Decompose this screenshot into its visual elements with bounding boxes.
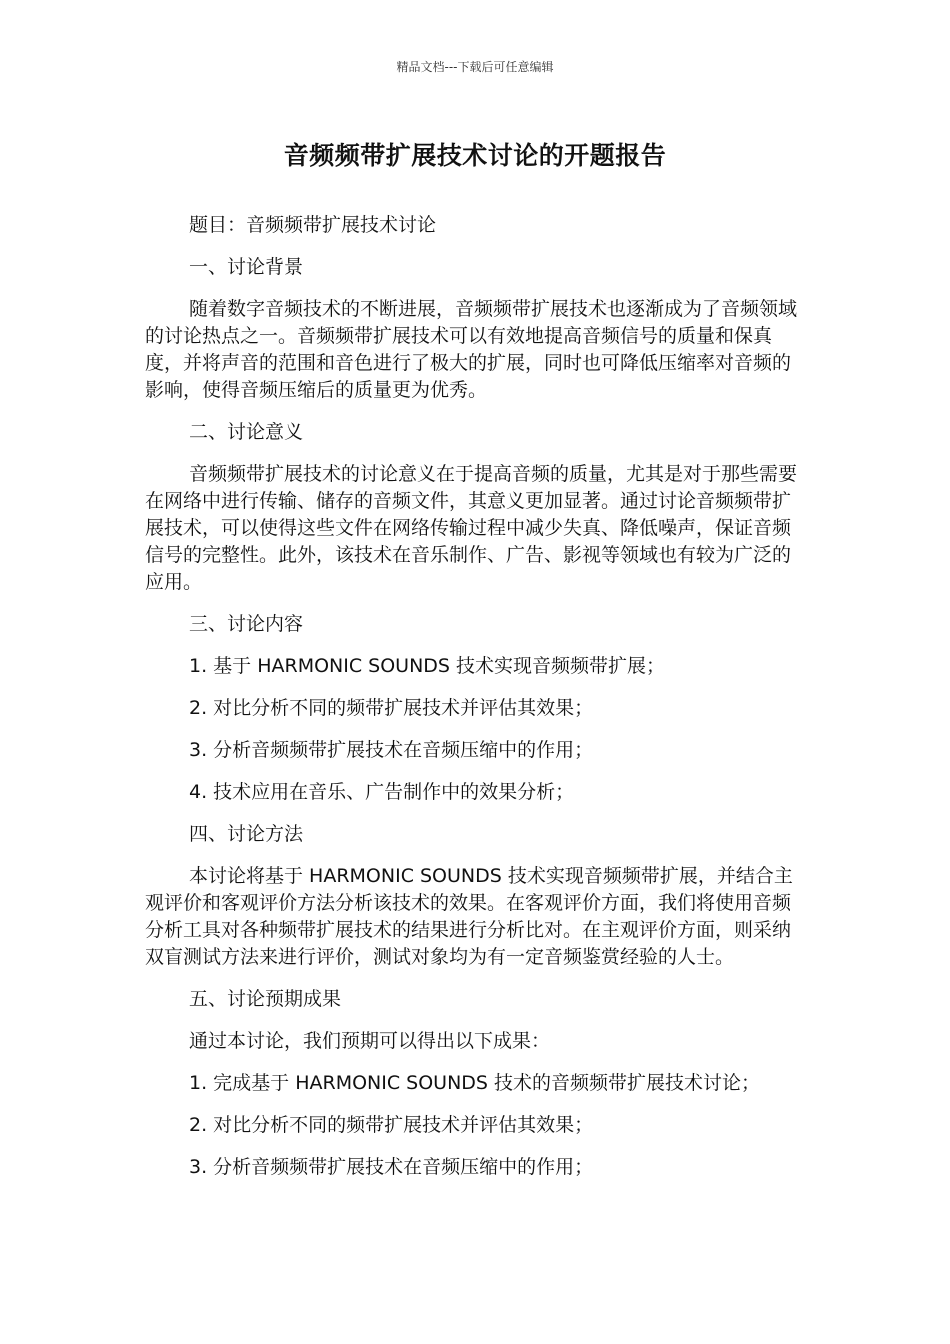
section-heading-content: 三、讨论内容: [189, 613, 304, 635]
results-list-item: 1. 完成基于 HARMONIC SOUNDS 技术的音频频带扩展技术讨论；: [189, 1072, 761, 1094]
section-heading-significance: 二、讨论意义: [189, 421, 304, 443]
document-title: 音频频带扩展技术讨论的开题报告: [283, 141, 667, 170]
results-intro: 通过本讨论，我们预期可以得出以下成果：: [189, 1030, 551, 1052]
document-body: [145, 212, 807, 1196]
section-heading-background: 一、讨论背景: [189, 256, 304, 278]
section-heading-results: 五、讨论预期成果: [189, 988, 342, 1010]
content-list-item: 1. 基于 HARMONIC SOUNDS 技术实现音频频带扩展；: [189, 655, 666, 677]
section-heading-method: 四、讨论方法: [189, 823, 304, 845]
results-list-item: 2. 对比分析不同的频带扩展技术并评估其效果；: [189, 1114, 594, 1136]
header-note: 精品文档---下载后可任意编辑: [396, 60, 554, 74]
content-list-item: 2. 对比分析不同的频带扩展技术并评估其效果；: [189, 697, 594, 719]
results-list-item: 3. 分析音频频带扩展技术在音频压缩中的作用；: [189, 1156, 594, 1178]
topic-line: 题目：音频频带扩展技术讨论: [189, 214, 437, 236]
content-list-item: 4. 技术应用在音乐、广告制作中的效果分析；: [189, 781, 575, 803]
significance-paragraph: 音频频带扩展技术的讨论意义在于提高音频的质量，尤其是对于那些需要在网络中进行传输、储存的音频文件，其意义更加显著。通过讨论音频频带扩展技术，可以使得这些文件在网络传输过程中减少失真、降低噪声，保证音频信号的完整性。此外，该技术在音乐制作、广告、影视等领域也有较为广泛的应用。: [145, 463, 798, 593]
content-list-item: 3. 分析音频频带扩展技术在音频压缩中的作用；: [189, 739, 594, 761]
method-paragraph: 本讨论将基于 HARMONIC SOUNDS 技术实现音频频带扩展，并结合主观评价和客观评价方法分析该技术的效果。在客观评价方面，我们将使用音频分析工具对各种频带扩展技术的结果进行分析比对。在主观评价方面，则采纳双盲测试方法来进行评价，测试对象均为有一定音频鉴赏经验的人士。: [145, 865, 793, 968]
background-paragraph: 随着数字音频技术的不断进展，音频频带扩展技术也逐渐成为了音频领域的讨论热点之一。音频频带扩展技术可以有效地提高音频信号的质量和保真度，并将声音的范围和音色进行了极大的扩展，同时也可降低压缩率对音频的影响，使得音频压缩后的质量更为优秀。: [145, 298, 798, 401]
